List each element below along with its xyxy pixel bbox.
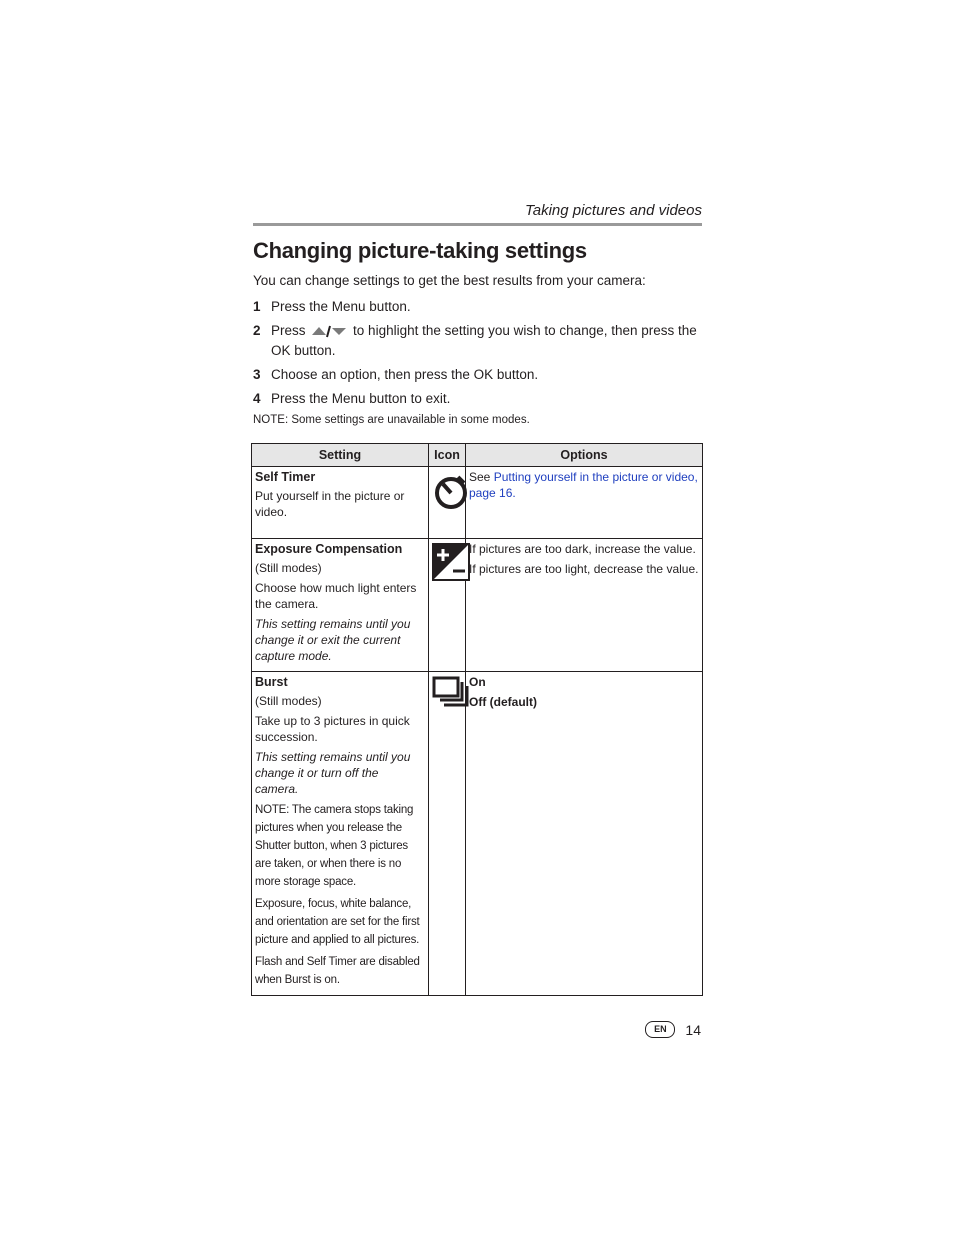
table-row-exposure-compensation bbox=[252, 539, 703, 672]
step-text-before: Press bbox=[271, 323, 306, 338]
burst-note: Flash and Self Timer are disabled when Burst is on. bbox=[255, 956, 420, 986]
modes-note: NOTE: Some settings are unavailable in some modes. bbox=[253, 414, 530, 426]
link-period: . bbox=[512, 486, 516, 500]
setting-description: Put yourself in the picture or video. bbox=[255, 489, 405, 519]
step-number: 1 bbox=[253, 299, 261, 314]
step-text bbox=[271, 321, 703, 361]
setting-cell bbox=[252, 539, 429, 672]
setting-name: Exposure Compensation bbox=[255, 542, 403, 556]
self-timer-icon bbox=[432, 471, 470, 511]
self-timer-page-link[interactable]: Putting yourself in the picture or video, page 16 bbox=[469, 470, 698, 500]
table-header-row bbox=[252, 444, 703, 467]
settings-table bbox=[251, 443, 703, 996]
option-on: On bbox=[469, 675, 486, 689]
burst-icon bbox=[432, 676, 470, 708]
icon-cell bbox=[429, 539, 466, 672]
option-off-default: Off (default) bbox=[469, 695, 537, 709]
step-2 bbox=[253, 321, 703, 361]
icon-cell bbox=[429, 467, 466, 539]
step-number: 3 bbox=[253, 367, 261, 382]
options-cell bbox=[466, 672, 703, 996]
options-prefix: See bbox=[469, 470, 491, 484]
options-cell bbox=[466, 539, 703, 672]
step-number: 4 bbox=[253, 391, 261, 406]
setting-italic-note: This setting remains until you change it or turn off the camera. bbox=[255, 750, 411, 796]
setting-description: Take up to 3 pictures in quick succession. bbox=[255, 714, 410, 744]
options-cell bbox=[466, 467, 703, 539]
table-row-burst bbox=[252, 672, 703, 996]
up-down-arrows-icon bbox=[311, 324, 347, 338]
step-text-after: to highlight the setting you wish to change, then press the OK button. bbox=[271, 323, 697, 358]
intro-text: You can change settings to get the best results from your camera: bbox=[253, 273, 646, 288]
header-rule bbox=[253, 223, 702, 226]
step-number: 2 bbox=[253, 323, 261, 338]
step-1 bbox=[253, 297, 703, 317]
setting-name: Self Timer bbox=[255, 470, 316, 484]
setting-description: Choose how much light enters the camera. bbox=[255, 581, 417, 611]
exposure-compensation-icon bbox=[432, 543, 470, 581]
steps-list bbox=[253, 297, 703, 413]
step-text: Choose an option, then press the OK button. bbox=[271, 367, 539, 382]
option-text: If pictures are too light, decrease the value. bbox=[469, 562, 699, 576]
section-title: Taking pictures and videos bbox=[524, 202, 702, 219]
column-header-icon: Icon bbox=[429, 444, 466, 467]
burst-note: NOTE: The camera stops taking pictures when you release the Shutter button, when 3 pictures are taken, or when there is no more storage space. bbox=[255, 804, 414, 888]
page-title: Changing picture-taking settings bbox=[253, 238, 587, 263]
setting-cell bbox=[252, 467, 429, 539]
icon-cell bbox=[429, 672, 466, 996]
setting-cell bbox=[252, 672, 429, 996]
language-badge: EN bbox=[645, 1021, 675, 1038]
step-3 bbox=[253, 365, 703, 385]
table-row-self-timer bbox=[252, 467, 703, 539]
column-header-setting: Setting bbox=[252, 444, 429, 467]
setting-mode: (Still modes) bbox=[255, 561, 322, 575]
step-text: Press the Menu button to exit. bbox=[271, 391, 451, 406]
option-text: If pictures are too dark, increase the value. bbox=[469, 542, 696, 556]
setting-name: Burst bbox=[255, 675, 288, 689]
page-number: 14 bbox=[685, 1021, 701, 1038]
page-footer bbox=[645, 1021, 701, 1038]
setting-mode: (Still modes) bbox=[255, 694, 322, 708]
column-header-options: Options bbox=[466, 444, 703, 467]
burst-note: Exposure, focus, white balance, and orientation are set for the first picture and applied to all pictures. bbox=[255, 898, 420, 946]
setting-italic-note: This setting remains until you change it or exit the current capture mode. bbox=[255, 617, 411, 663]
step-text: Press the Menu button. bbox=[271, 299, 411, 314]
step-4 bbox=[253, 389, 703, 409]
